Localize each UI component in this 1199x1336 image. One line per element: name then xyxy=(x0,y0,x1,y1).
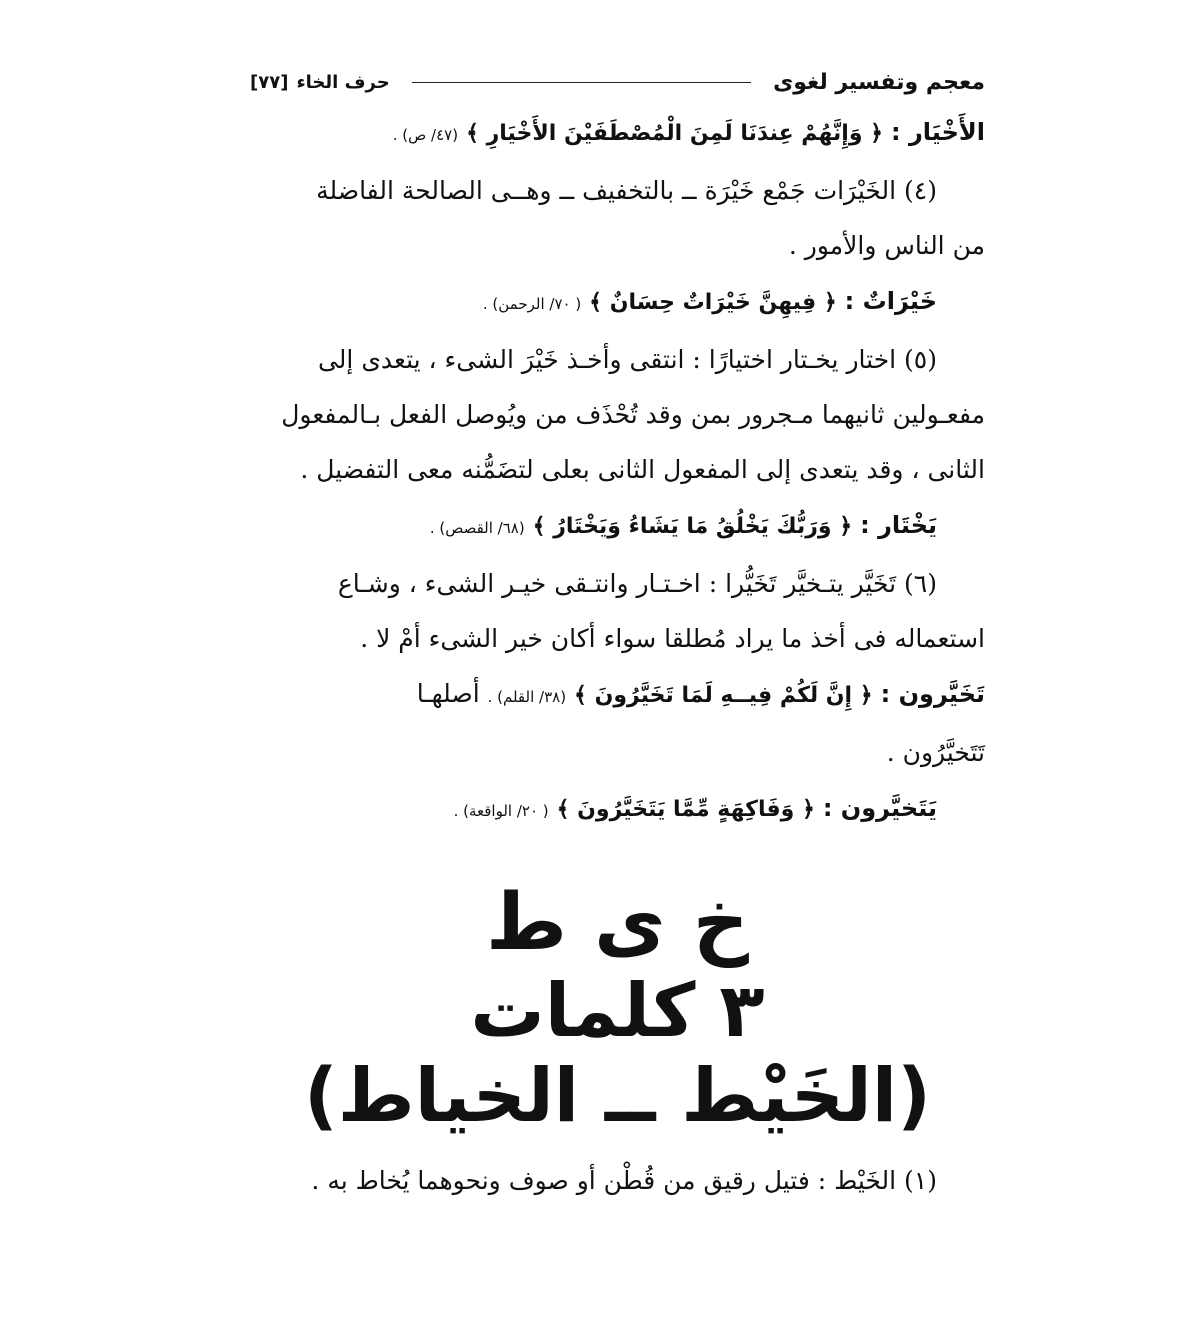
chapter-name: حرف الخاء xyxy=(296,71,390,93)
quran-quote: ﴿ إِنَّ لَكُمْ فِيــهِ لَمَا تَخَيَّرُونَ ﴾ xyxy=(574,683,873,708)
book-title: معجم وتفسير لغوى xyxy=(773,69,985,95)
root-word-count xyxy=(250,969,985,1054)
verse-reference: ( ٧٠/ الرحمن) . xyxy=(482,295,582,313)
entry-yatakhayyarun xyxy=(250,780,985,839)
entry-word: يَخْتَار : xyxy=(860,511,937,539)
page-number: [٧٧] xyxy=(250,71,289,93)
paragraph-4-line-1: (٤) الخَيْرَات جَمْع خَيْرَة ــ بالتخفيف ــ وهــى الصالحة الفاضلة xyxy=(316,176,937,205)
quran-quote: ﴿ وَإِنَّهُمْ عِندَنَا لَمِنَ الْمُصْطَفَيْنَ الأَخْيَارِ ﴾ xyxy=(466,121,884,146)
chapter-info xyxy=(250,72,390,93)
closing-section xyxy=(250,1153,985,1208)
verse-reference: ( ٢٠/ الواقعة) . xyxy=(453,802,549,820)
quran-quote: ﴿ وَفَاكِهَةٍ مِّمَّا يَتَخَيَّرُونَ ﴾ xyxy=(556,797,815,822)
verse-reference: (٤٧/ ص) . xyxy=(392,126,459,144)
entry-note: أصلهـا xyxy=(416,679,480,708)
running-head xyxy=(250,60,985,104)
paragraph-6-line-2: استعماله فى أخذ ما يراد مُطلقا سواء أكان خير الشىء أمْ لا . xyxy=(360,624,985,653)
root-letters: خ ى ط xyxy=(485,878,750,968)
body-text xyxy=(250,104,985,839)
closing-entry: (١) الخَيْط : فتيل رقيق من قُطْن أو صوف ونحوهما يُخاط به . xyxy=(311,1165,937,1195)
quran-quote: ﴿ فِيهِنَّ خَيْرَاتٌ حِسَانٌ ﴾ xyxy=(589,290,837,315)
entry-takhayyarun xyxy=(250,666,985,725)
entry-word: خَيْرَاتٌ : xyxy=(844,287,937,315)
header-rule xyxy=(412,82,751,83)
paragraph-5-line-3: الثانى ، وقد يتعدى إلى المفعول الثانى بعلى لتضَمُّنه معى التفضيل . xyxy=(300,455,985,484)
entry-word: الأَخْيَار : xyxy=(891,118,985,146)
root-heading xyxy=(250,879,985,1139)
entry-word: يَتَخيَّرون : xyxy=(822,794,937,822)
entry-akhyar xyxy=(250,104,985,163)
paragraph-5-line-1: (٥) اختار يخـتار اختيارًا : انتقى وأخـذ خَيْرَ الشىء ، يتعدى إلى xyxy=(317,345,937,374)
root-word-list: (الخَيْط ــ الخياط) xyxy=(303,1052,931,1139)
root-count-word: كلمات xyxy=(470,967,696,1054)
root-count-number: ٣ xyxy=(719,967,765,1054)
entry-yakhtar xyxy=(250,497,985,556)
paragraph-6-line-1: (٦) تَخَيَّر يتـخيَّر تَخَيُّرا : اخـتـار وانتـقى خيـر الشىء ، وشـاع xyxy=(337,569,937,598)
paragraph-4-line-2: من الناس والأمور . xyxy=(788,231,985,260)
entry-word: تَخَيَّرون : xyxy=(880,680,985,708)
document-page xyxy=(250,60,985,1208)
paragraph-5-line-2: مفعـولين ثانيهما مـجرور بمن وقد تُحْذَف من ويُوصل الفعل بـالمفعول xyxy=(281,400,985,429)
entry-note-continuation: تَتَخيَّرُون . xyxy=(886,738,985,767)
quran-quote: ﴿ وَرَبُّكَ يَخْلُقُ مَا يَشَاءُ وَيَخْتَارُ ﴾ xyxy=(532,514,853,539)
entry-khayrat xyxy=(250,273,985,332)
verse-reference: (٦٨/ القصص) . xyxy=(429,519,525,537)
verse-reference: (٣٨/ القلم) . xyxy=(487,688,567,706)
